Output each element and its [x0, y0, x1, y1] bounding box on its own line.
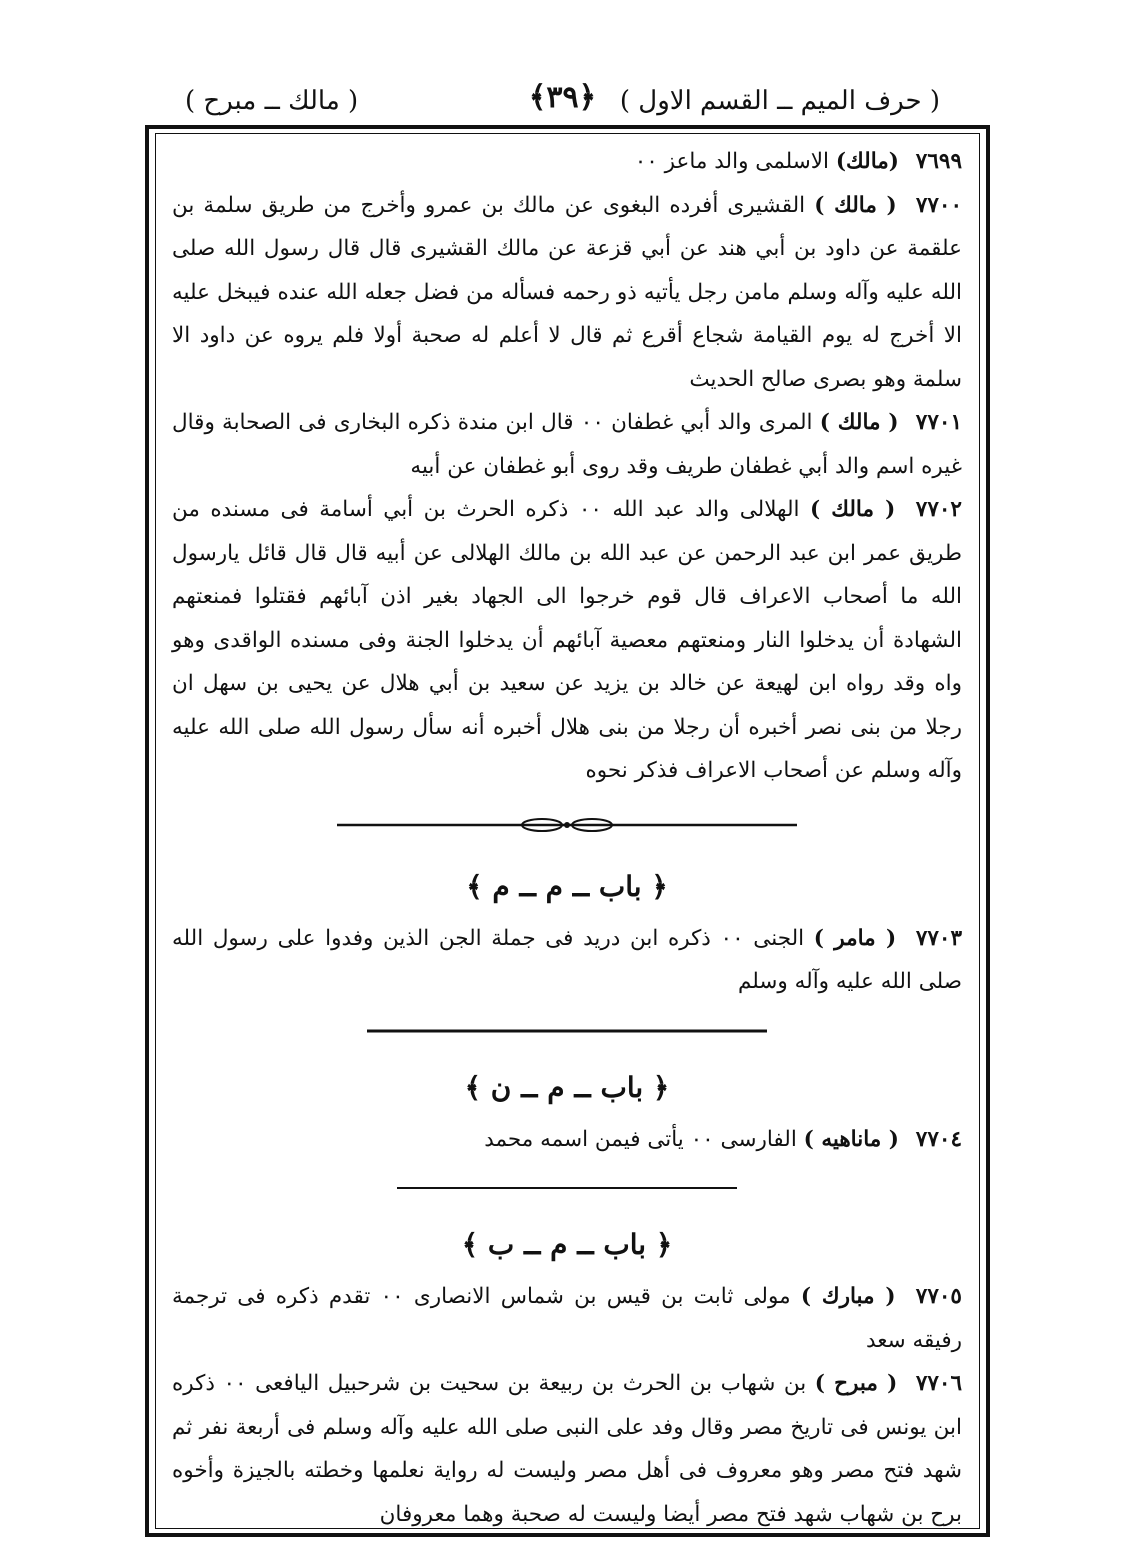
- entry-number: ٧٧٠٣: [915, 925, 963, 951]
- entry-number: ٧٦٩٩: [915, 149, 962, 174]
- entry: [172, 1275, 962, 1362]
- entry-number: ٧٧٠٤: [915, 1126, 962, 1152]
- entry-number: ٧٧٠٢: [915, 497, 962, 522]
- entry: [172, 140, 962, 184]
- section-title: ﴿ باب ــ م ــ م ﴾: [466, 869, 668, 903]
- entry-heading: ( مامر ): [813, 925, 897, 951]
- entry: [172, 1118, 962, 1162]
- entry-heading: ( مالك ): [819, 410, 899, 435]
- entry-text: الفارسى ٠٠ يأتى فيمن اسمه محمد: [484, 1126, 797, 1152]
- ornamental-divider: [337, 813, 797, 837]
- entry-heading: (مالك): [835, 149, 899, 174]
- entry: [172, 184, 962, 402]
- entry-text: مولى ثابت بن قيس بن شماس الانصارى ٠٠ تقدم ذكره فى ترجمة رفيقه سعد: [172, 1284, 962, 1353]
- page-content: [172, 140, 962, 1536]
- entry: [172, 401, 962, 488]
- running-head-range: ( مالك ــ مبرح ): [185, 86, 359, 116]
- entry-number: ٧٧٠٥: [915, 1284, 962, 1309]
- entry-text: الجنى ٠٠ ذكره ابن دريد فى جملة الجن الذين وفدوا على رسول الله صلى الله عليه وآله وسلم: [172, 925, 962, 994]
- entry-heading: ( مبارك ): [800, 1284, 896, 1309]
- entry-heading: ( مبرح ): [814, 1371, 898, 1396]
- running-head-section: ( حرف الميم ــ القسم الاول ): [619, 86, 940, 116]
- running-head: [185, 80, 940, 130]
- page-number: ﴿٣٩﴾: [528, 80, 597, 115]
- entry-text: الهلالى والد عبد الله ٠٠ ذكره الحرث بن أبي أسامة فى مسنده من طريق عمر ابن عبد الرحمن عن عبد الله بن مالك الهلالى عن أبيه قال قال قائل يارسول الله ما أصحاب الاعراف قال قوم خرجوا الى الجهاد بغير اذن آبائهم فقتلوا فمنعتهم الشهادة أن يدخلوا النار ومنعتهم معصية آبائهم أن يدخلوا الجنة وفى مسنده الواقدى وهو واه وقد رواه ابن لهيعة عن خالد بن يزيد عن سعيد بن أبي هلال عن يحيى بن سهل ان رجلا من بنى نصر أخبره أن رجلا من بنى هلال أخبره أنه سأل رسول الله صلى الله عليه وآله وسلم عن أصحاب الاعراف فذكر نحوه: [172, 497, 962, 783]
- section-title: ﴿ باب ــ م ــ ب ﴾: [461, 1228, 673, 1261]
- entry: [172, 917, 962, 1004]
- divider-line: [397, 1181, 737, 1195]
- entry: [172, 1362, 962, 1536]
- entry-text: بن شهاب بن الحرث بن ربيعة بن سحيت بن شرحبيل اليافعى ٠٠ ذكره ابن يونس فى تاريخ مصر وقال وفد على النبى صلى الله عليه وآله وسلم فى أربعة نفر ثم شهد فتح مصر وهو معروف فى أهل مصر وليست له رواية نعلمها وخطته بالجيزة وأخوه برح بن شهاب شهد فتح مصر أيضا وليست له صحبة وهما معروفان: [172, 1371, 962, 1527]
- entry-heading: ( ماناهيه ): [803, 1126, 899, 1152]
- entry-text: المرى والد أبي غطفان ٠٠ قال ابن مندة ذكره البخارى فى الصحابة وقال غيره اسم والد أبي غطفان طريف وقد روى أبو غطفان عن أبيه: [172, 410, 962, 479]
- entry-number: ٧٧٠٦: [915, 1371, 963, 1396]
- entry: [172, 488, 962, 793]
- section-title: ﴿ باب ــ م ــ ن ﴾: [464, 1070, 670, 1104]
- entry-heading: ( مالك ): [809, 497, 896, 522]
- divider-line: [367, 1024, 767, 1038]
- entry-heading: ( مالك ): [814, 192, 897, 218]
- entry-number: ٧٧٠١: [915, 410, 962, 435]
- entry-text: القشيرى أفرده البغوى عن مالك بن عمرو وأخرج من طريق سلمة بن علقمة عن داود بن أبي هند عن أبي قزعة عن مالك القشيرى قال قال رسول الله صلى الله عليه وآله وسلم مامن رجل يأتيه ذو رحمه فسأله من فضل جعله الله عنده فيبخل عليه الا أخرج له يوم القيامة شجاع أقرع ثم قال لا أعلم له صحبة أولا فلم يروه عن داود الا سلمة وهو بصرى صالح الحديث: [172, 192, 962, 392]
- entry-number: ٧٧٠٠: [915, 192, 963, 218]
- entry-text: الاسلمى والد ماعز ٠٠: [634, 149, 830, 174]
